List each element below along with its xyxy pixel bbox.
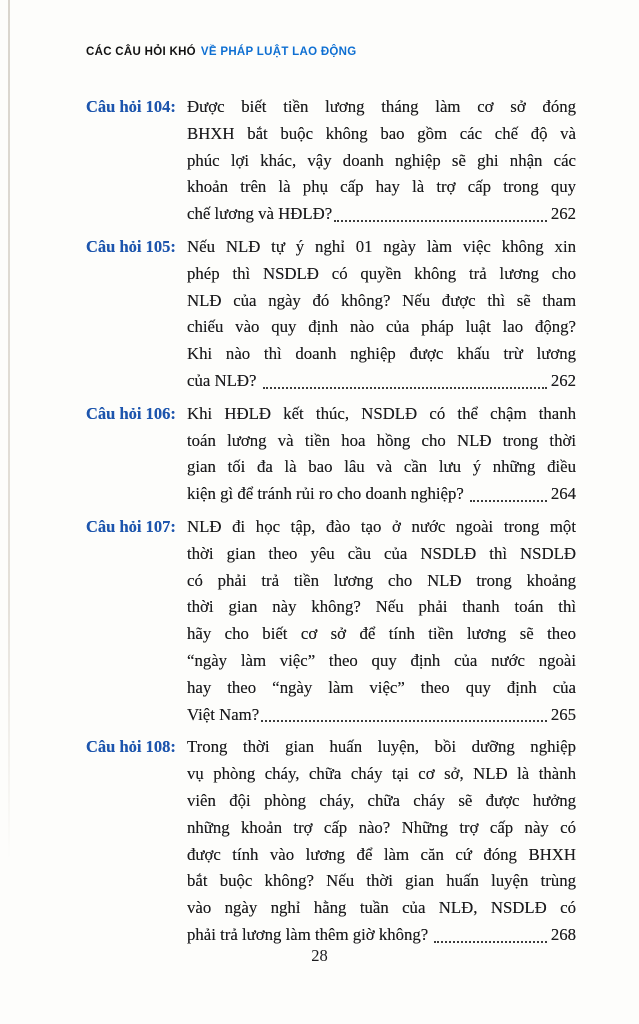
toc-entry-lastline-text: kiện gì để tránh rủi ro cho doanh nghiệp?	[187, 484, 469, 504]
toc-entry-body	[187, 234, 576, 395]
page-footer	[0, 946, 639, 966]
page-scan-edge	[8, 0, 10, 860]
toc-entry-line: Khi HĐLĐ kết thúc, NSDLĐ có thể chậm thanh	[187, 403, 576, 423]
toc-entry-line: BHXH bắt buộc không bao gồm các chế độ và	[187, 123, 576, 143]
toc-entry-body	[187, 94, 576, 228]
toc-entry-page-number: 264	[550, 484, 576, 504]
toc-entry	[86, 401, 576, 508]
toc-entry-body	[187, 514, 576, 728]
toc-entry-line: phép thì NSDLĐ có quyền không trả lương cho	[187, 263, 576, 283]
toc-entry-line: Được biết tiền lương tháng làm cơ sở đóng	[187, 97, 576, 116]
toc-entry-line: hay theo “ngày làm việc” theo quy định của	[187, 677, 576, 697]
page-number: 28	[311, 946, 328, 965]
running-header-black: CÁC CÂU HỎI KHÓ	[86, 46, 196, 58]
dot-leader	[470, 500, 547, 502]
dot-leader	[434, 941, 546, 943]
toc-entry-line: những khoản trợ cấp nào? Những trợ cấp này có	[187, 817, 576, 837]
toc-entry-line: Khi nào thì doanh nghiệp được khấu trừ lương	[187, 344, 576, 364]
toc-entry-line: thời gian theo yêu cầu của NSDLĐ thì NSDLĐ	[187, 543, 576, 563]
toc-entry-label: Câu hỏi 105:	[86, 236, 176, 256]
toc-entry-lastline	[187, 702, 576, 729]
toc-entry-line: có phải trả tiền lương cho NLĐ trong khoảng	[187, 570, 576, 590]
toc-entry-line: phúc lợi khác, vậy doanh nghiệp sẽ ghi nhận các	[187, 150, 576, 170]
toc-entry-lastline	[187, 368, 576, 395]
running-header	[86, 46, 357, 58]
toc-entry-page-number: 265	[550, 704, 576, 724]
toc-entry-line: bắt buộc không? Nếu thời gian huấn luyện trùng	[187, 871, 576, 891]
toc-entry	[86, 734, 576, 948]
toc-entry-page-number: 262	[550, 204, 576, 224]
toc-entry-line: NLĐ đi học tập, đào tạo ở nước ngoài trong một	[187, 516, 576, 536]
toc-entry-label: Câu hỏi 107:	[86, 516, 176, 536]
running-header-blue: VỀ PHÁP LUẬT LAO ĐỘNG	[200, 46, 357, 58]
table-of-contents	[86, 94, 576, 955]
toc-entry-page-number: 262	[550, 370, 576, 390]
toc-entry-label: Câu hỏi 106:	[86, 403, 176, 423]
toc-entry	[86, 94, 576, 228]
toc-entry-lastline-text: của NLĐ?	[187, 370, 261, 390]
toc-entry-body	[187, 401, 576, 508]
dot-leader	[334, 220, 547, 222]
toc-entry-lastline-text: Việt Nam?	[187, 704, 260, 724]
toc-entry-label: Câu hỏi 104:	[86, 97, 176, 116]
dot-leader	[263, 387, 547, 389]
toc-entry-line: vụ phòng cháy, chữa cháy tại cơ sở, NLĐ là thành	[187, 764, 576, 784]
toc-entry-lastline-text: phải trả lương làm thêm giờ không?	[187, 924, 433, 944]
dot-leader	[261, 720, 547, 722]
toc-entry-lastline	[187, 922, 576, 949]
toc-entry-line: chiếu vào quy định nào của pháp luật lao động?	[187, 317, 576, 337]
toc-entry-body	[187, 734, 576, 948]
toc-entry-line: viên đội phòng cháy, chữa cháy sẽ được hưởng	[187, 790, 576, 810]
toc-entry-line: được tính vào lương để làm căn cứ đóng BHXH	[187, 844, 576, 864]
toc-entry-lastline-text: chế lương và HĐLĐ?	[187, 204, 333, 224]
toc-entry-line: khoản trên là phụ cấp hay là trợ cấp trong quy	[187, 177, 576, 197]
toc-entry-lastline	[187, 481, 576, 508]
toc-entry-page-number: 268	[550, 924, 576, 944]
toc-entry	[86, 234, 576, 395]
toc-entry-line: “ngày làm việc” theo quy định của nước ngoài	[187, 650, 576, 670]
toc-entry-line: NLĐ của ngày đó không? Nếu được thì sẽ tham	[187, 290, 576, 310]
toc-entry	[86, 514, 576, 728]
toc-entry-line: toán lương và tiền hoa hồng cho NLĐ trong thời	[187, 430, 576, 450]
toc-entry-line: gian tối đa là bao lâu và cần lưu ý những điều	[187, 457, 576, 477]
toc-entry-lastline	[187, 201, 576, 228]
toc-entry-line: Trong thời gian huấn luyện, bồi dưỡng nghiệp	[187, 737, 576, 757]
toc-entry-line: Nếu NLĐ tự ý nghỉ 01 ngày làm việc không xin	[187, 236, 576, 256]
toc-entry-line: thời gian này không? Nếu phải thanh toán thì	[187, 597, 576, 617]
toc-entry-label: Câu hỏi 108:	[86, 737, 176, 757]
toc-entry-line: hãy cho biết cơ sở để tính tiền lương sẽ theo	[187, 624, 576, 644]
toc-entry-line: vào ngày nghỉ hằng tuần của NLĐ, NSDLĐ có	[187, 898, 576, 918]
